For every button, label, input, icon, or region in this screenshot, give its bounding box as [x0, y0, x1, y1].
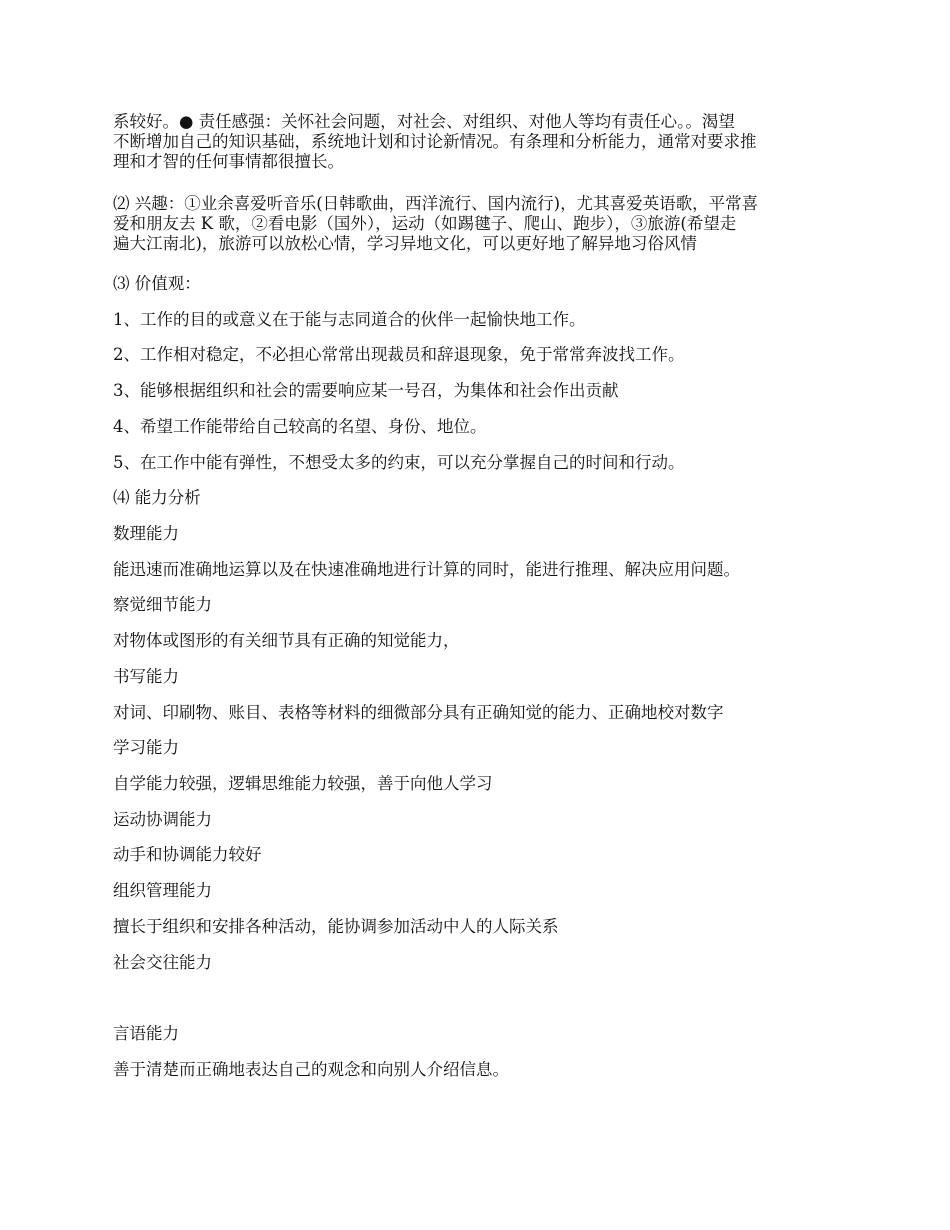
- writing-ability-title: 书写能力: [113, 667, 179, 686]
- speech-ability-title: 言语能力: [113, 1024, 179, 1043]
- writing-ability-desc: 对词、印刷物、账目、表格等材料的细微部分具有正确知觉的能力、正确地校对数字: [113, 703, 724, 722]
- text-line: 遍大江南北)，旅游可以放松心情，学习异地文化，可以更好地了解异地习俗风情: [113, 234, 697, 253]
- text-line: 爱和朋友去 K 歌，②看电影（国外），运动（如踢毽子、爬山、跑步），③旅游(希望走: [113, 214, 737, 233]
- math-ability-title: 数理能力: [113, 524, 179, 543]
- learning-ability-desc: 自学能力较强，逻辑思维能力较强，善于向他人学习: [113, 774, 493, 793]
- text-line: 系较好。● 责任感强：关怀社会问题，对社会、对组织、对他人等均有责任心。。渴望: [113, 112, 735, 131]
- math-ability-desc: 能迅速而准确地运算以及在快速准确地进行计算的同时，能进行推理、解决应用问题。: [113, 560, 740, 579]
- values-item-1: 1、工作的目的或意义在于能与志同道合的伙伴一起愉快地工作。: [113, 310, 586, 329]
- text-line: ⑵ 兴趣：①业余喜爱听音乐(日韩歌曲，西洋流行、国内流行)，尤其喜爱英语歌，平常喜: [113, 194, 759, 213]
- org-ability-title: 组织管理能力: [113, 881, 212, 900]
- paragraph-interests: [113, 194, 843, 254]
- motor-ability-title: 运动协调能力: [113, 810, 212, 829]
- text-line: 理和才智的任何事情都很擅长。: [113, 152, 344, 171]
- values-item-2: 2、工作相对稳定，不必担心常常出现裁员和辞退现象，免于常常奔波找工作。: [113, 345, 685, 364]
- values-heading: ⑶ 价值观：: [113, 274, 201, 293]
- values-item-5: 5、在工作中能有弹性，不想受太多的约束，可以充分掌握自己的时间和行动。: [113, 453, 685, 472]
- org-ability-desc: 擅长于组织和安排各种活动，能协调参加活动中人的人际关系: [113, 917, 559, 936]
- text-line: 不断增加自己的知识基础，系统地计划和讨论新情况。有条理和分析能力，通常对要求推: [113, 132, 757, 151]
- values-item-4: 4、希望工作能带给自己较高的名望、身份、地位。: [113, 417, 487, 436]
- learning-ability-title: 学习能力: [113, 738, 179, 757]
- social-ability-title: 社会交往能力: [113, 953, 212, 972]
- ability-heading: ⑷ 能力分析: [113, 488, 201, 507]
- values-item-3: 3、能够根据组织和社会的需要响应某一号召，为集体和社会作出贡献: [113, 381, 619, 400]
- detail-ability-title: 察觉细节能力: [113, 595, 212, 614]
- detail-ability-desc: 对物体或图形的有关细节具有正确的知觉能力，: [113, 631, 460, 650]
- motor-ability-desc: 动手和协调能力较好: [113, 845, 262, 864]
- paragraph-responsibility: [113, 112, 843, 172]
- speech-ability-desc: 善于清楚而正确地表达自己的观念和向别人介绍信息。: [113, 1060, 509, 1079]
